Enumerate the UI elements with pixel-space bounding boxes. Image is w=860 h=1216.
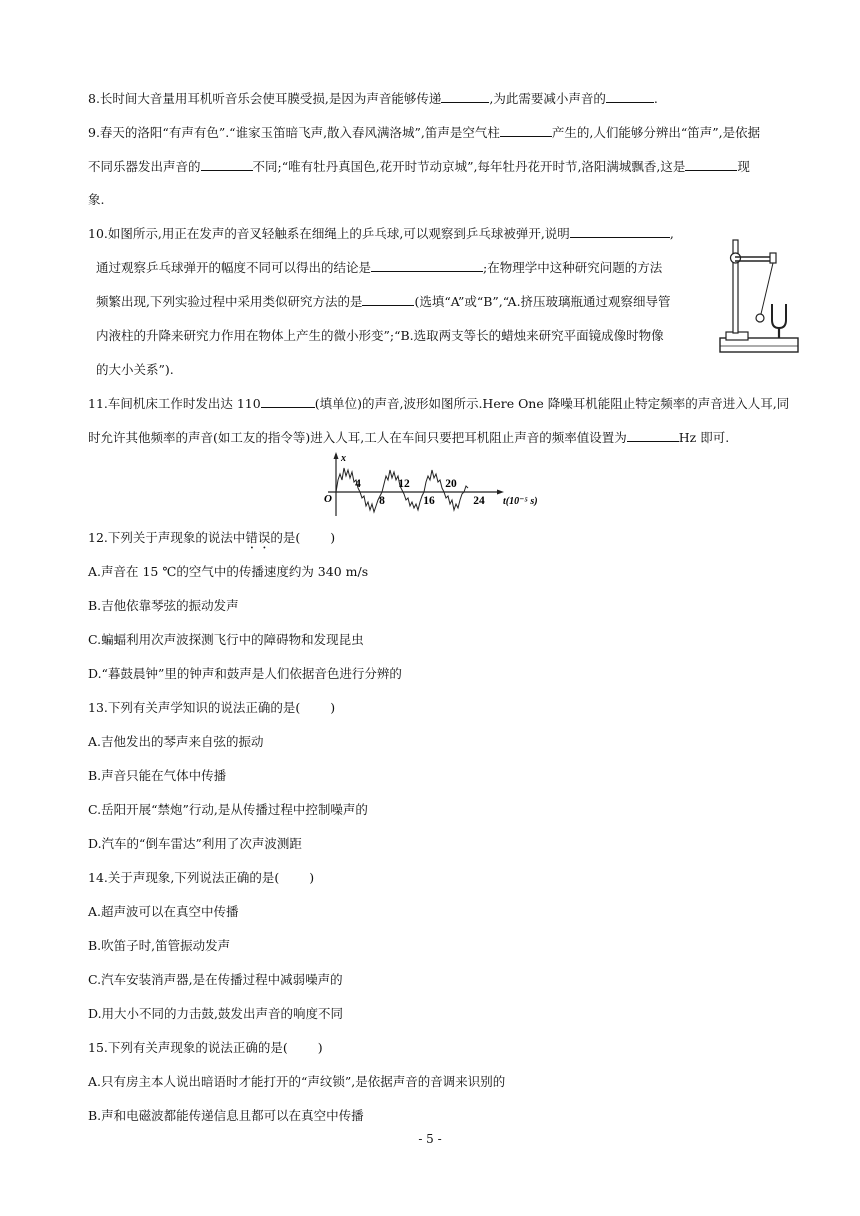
q14-option-d: D.用大小不同的力击鼓,鼓发出声音的响度不同	[88, 1006, 344, 1021]
q11-text: 时允许其他频率的声音(如工友的指令等)进入人耳,工人在车间只要把耳机阻止声音的频率值设置为	[88, 430, 627, 445]
question-9-line-1	[88, 124, 760, 142]
q12-text: 12.下列关于声现象的说法中	[88, 530, 246, 545]
q9-text: 不同;“唯有牡丹真国色,花开时节动京城”,每年牡丹花开时节,洛阳满城飘香,这是	[252, 159, 686, 174]
q10-text: 10.如图所示,用正在发声的音叉轻触系在细绳上的乒乓球,可以观察到乒乓球被弹开,说明	[88, 226, 570, 241]
x-tick-label: 24	[473, 495, 485, 507]
question-14-stem	[88, 869, 314, 887]
question-9-line-2	[88, 158, 750, 176]
tuning-fork-apparatus-figure	[716, 234, 804, 358]
q9-text: 9.春天的洛阳“有声有色”.“谁家玉笛暗飞声,散入春风满洛城”,笛声是空气柱	[88, 125, 500, 140]
q15-option-a: A.只有房主本人说出暗语时才能打开的“声纹锁”,是依据声音的音调来识别的	[88, 1074, 506, 1089]
q13-option-a: A.吉他发出的琴声来自弦的振动	[88, 734, 264, 749]
x-tick-label: 4	[355, 478, 361, 490]
x-tick-label: 16	[423, 495, 435, 507]
q10-text: 通过观察乒乓球弹开的幅度不同可以得出的结论是	[96, 260, 372, 275]
q15-text: 15.下列有关声现象的说法正确的是(	[88, 1040, 288, 1055]
q9-text: 产生的,人们能够分辨出“笛声”,是依据	[551, 125, 761, 140]
question-10-line-1	[88, 225, 674, 243]
q10-text: 频繁出现,下列实验过程中采用类似研究方法的是	[96, 294, 363, 309]
question-11-line-1	[88, 395, 789, 413]
answer-blank	[685, 158, 737, 171]
q10-text: (选填“A”或“B”,“A.挤压玻璃瓶通过观察细导管	[414, 294, 671, 309]
q8-text-a: 8.长时间大音量用耳机听音乐会使耳膜受损,是因为声音能够传递	[88, 91, 442, 106]
q12-text: 的是(	[270, 530, 301, 545]
q13-text: 13.下列有关声学知识的说法正确的是(	[88, 700, 301, 715]
q13-option-b: B.声音只能在气体中传播	[88, 768, 227, 783]
q12-option-d: D.“暮鼓晨钟”里的钟声和鼓声是人们依据音色进行分辨的	[88, 666, 402, 681]
question-11-line-2	[88, 429, 729, 447]
question-15-stem	[88, 1039, 323, 1057]
x-tick-label: 20	[445, 478, 457, 490]
answer-blank	[371, 259, 483, 272]
q12-text: )	[330, 530, 336, 545]
answer-blank	[441, 90, 489, 103]
q11-text: (填单位)的声音,波形如图所示.Here One 降噪耳机能阻止特定频率的声音进入人耳,同	[314, 396, 790, 411]
x-tick-label: 8	[379, 495, 385, 507]
waveform-line	[336, 468, 468, 512]
q12-option-c: C.蝙蝠利用次声波探测飞行中的障碍物和发现昆虫	[88, 632, 364, 647]
question-10-line-3	[96, 293, 671, 311]
question-10-line-2	[96, 259, 662, 277]
x-tick-label: 12	[398, 478, 410, 490]
q14-text: 14.关于声现象,下列说法正确的是(	[88, 870, 280, 885]
question-10-line-4: 内液柱的升降来研究力作用在物体上产生的微小形变”;“B.选取两支等长的蜡烛来研究平面镜成像时物像	[96, 328, 664, 343]
answer-blank	[201, 158, 253, 171]
question-8	[88, 90, 658, 108]
q15-text: )	[317, 1040, 323, 1055]
q12-option-b: B.吉他依靠琴弦的振动发声	[88, 598, 239, 613]
q11-text: Hz 即可.	[678, 430, 730, 445]
q15-option-b: B.声和电磁波都能传递信息且都可以在真空中传播	[88, 1108, 364, 1123]
q12-option-a: A.声音在 15 ℃的空气中的传播速度约为 340 m/s	[88, 564, 369, 579]
q14-option-b: B.吹笛子时,笛管振动发声	[88, 938, 231, 953]
origin-label: O	[324, 493, 332, 505]
q10-text: ;在物理学中这种研究问题的方法	[483, 260, 663, 275]
answer-blank	[570, 225, 670, 238]
sound-waveform-figure	[314, 450, 546, 520]
x-axis-label: t(10⁻⁵ s)	[503, 496, 538, 507]
q10-text: ,	[669, 226, 674, 241]
q14-text: )	[309, 870, 315, 885]
q14-option-c: C.汽车安装消声器,是在传播过程中减弱噪声的	[88, 972, 343, 987]
q9-text: 不同乐器发出声音的	[88, 159, 201, 174]
answer-blank	[627, 429, 679, 442]
q8-text-b: ,为此需要减小声音的	[489, 91, 606, 106]
q13-option-c: C.岳阳开展“禁炮”行动,是从传播过程中控制噪声的	[88, 802, 368, 817]
q8-text-c: .	[653, 91, 658, 106]
q14-option-a: A.超声波可以在真空中传播	[88, 904, 239, 919]
q11-text: 11.车间机床工作时发出达 110	[88, 396, 261, 411]
answer-blank	[500, 124, 552, 137]
answer-blank	[261, 395, 315, 408]
q13-text: )	[330, 700, 336, 715]
question-12-stem	[88, 529, 335, 552]
answer-blank	[606, 90, 654, 103]
y-axis-label: x	[341, 453, 346, 464]
question-9-line-3: 象.	[88, 192, 105, 207]
q9-text: 现	[737, 159, 750, 174]
answer-blank	[362, 293, 414, 306]
q13-option-d: D.汽车的“倒车雷达”利用了次声波测距	[88, 836, 302, 851]
page-number: - 5 -	[418, 1132, 442, 1146]
emphasized-word: 错误	[245, 530, 271, 545]
question-10-line-5: 的大小关系”).	[96, 362, 174, 377]
question-13-stem	[88, 699, 335, 717]
